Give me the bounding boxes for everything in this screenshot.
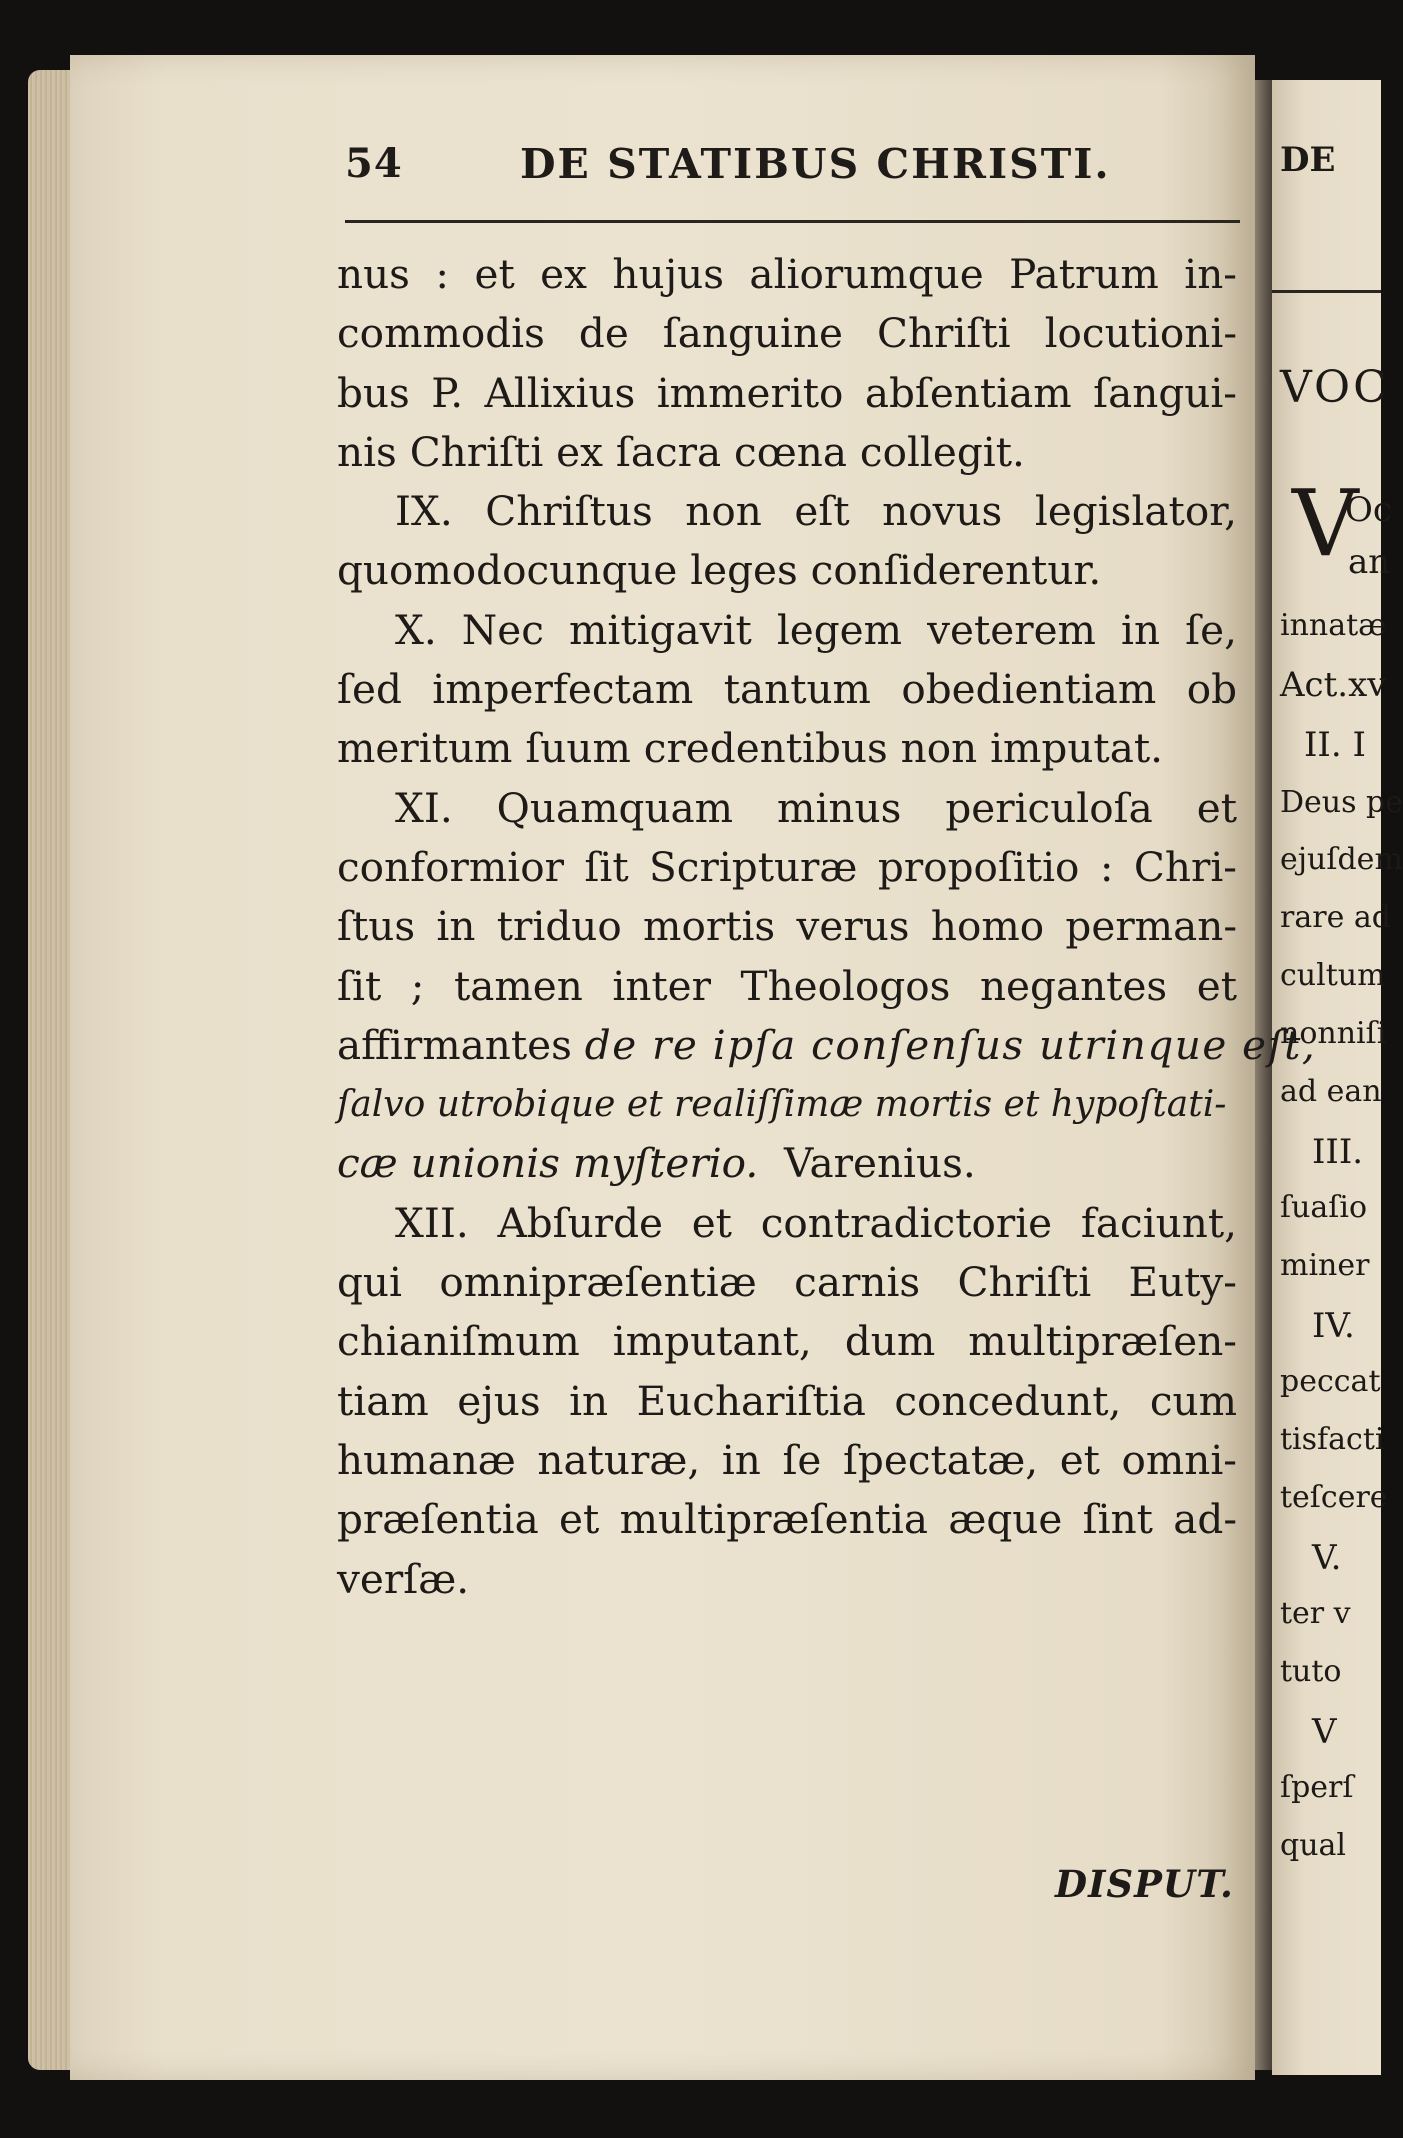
author-name: Varenius. — [783, 1139, 976, 1188]
body-text — [337, 245, 1317, 1609]
right-fragment: V — [1312, 1712, 1337, 1752]
right-fragment: nonniſi — [1280, 1016, 1387, 1051]
text-line: ſtus in triduo mortis verus homo perman- — [337, 902, 1237, 951]
text-line: quomodocunque leges conſiderentur. — [337, 546, 1102, 595]
right-fragment: Act.xv — [1280, 665, 1387, 705]
italic-fragment: de re ipſa conſenſus utrinque eſt, — [584, 1020, 1317, 1069]
italic-fragment: cæ unionis myſterio. — [337, 1139, 759, 1188]
text-fragment: affirmantes — [337, 1020, 572, 1069]
right-fragment: V — [1292, 470, 1359, 577]
right-fragment: rare ad — [1280, 900, 1391, 935]
right-fragment: Oc — [1345, 490, 1392, 530]
running-title: DE STATIBUS CHRISTI. — [520, 140, 1111, 188]
text-line: præſentia et multipræſentia æque ſint ad- — [337, 1495, 1237, 1544]
text-line: tiam ejus in Euchariſtia concedunt, cum — [337, 1376, 1237, 1425]
right-fragment: an — [1348, 542, 1391, 582]
text-line: nus : et ex hujus aliorumque Patrum in- — [337, 250, 1237, 298]
text-line: XII. Abſurde et contradictorie faciunt, — [395, 1198, 1237, 1247]
right-fragment: tuto — [1280, 1654, 1342, 1689]
text-line: qui omnipræſentiæ carnis Chriſti Euty- — [337, 1258, 1237, 1307]
text-line — [337, 1134, 1237, 1193]
text-line: nis Chriſti ex ſacra cœna collegit. — [337, 427, 1025, 476]
text-line: X. Nec mitigavit legem veterem in ſe, — [395, 605, 1237, 654]
text-line: ſit ; tamen inter Theologos negantes et — [337, 961, 1237, 1010]
text-line: commodis de ſanguine Chriſti locutioni- — [337, 309, 1237, 358]
text-line: meritum ſuum credentibus non imputat. — [337, 724, 1163, 773]
right-fragment: III. — [1312, 1132, 1364, 1172]
right-fragment: ter v — [1280, 1596, 1351, 1631]
right-fragment: cultum — [1280, 958, 1386, 993]
right-fragment: ſperſ — [1280, 1770, 1354, 1805]
right-fragment: ſuaſio — [1280, 1190, 1368, 1225]
text-line: conformior ſit Scripturæ propoſitio : Chri- — [337, 842, 1237, 891]
right-fragment: IV. — [1312, 1306, 1355, 1346]
header-rule — [345, 220, 1240, 223]
text-line: XI. Quamquam minus periculoſa et — [395, 783, 1237, 832]
right-fragment: peccat — [1280, 1364, 1381, 1399]
right-fragment: teſcere — [1280, 1480, 1388, 1515]
right-fragment: ad ean — [1280, 1074, 1382, 1109]
text-line: verſæ. — [337, 1554, 470, 1603]
right-fragment: Deus pe — [1280, 785, 1403, 820]
right-fragment: II. I — [1304, 725, 1366, 765]
text-line: ſalvo utrobique et realiſſimæ mortis et hypoſtati- — [337, 1084, 1227, 1126]
text-line: bus P. Allixius immerito abſentiam ſangui- — [337, 368, 1237, 417]
right-fragment: tisfacti — [1280, 1422, 1385, 1457]
right-fragment: V. — [1312, 1538, 1342, 1578]
right-header-rule — [1272, 290, 1381, 293]
right-page — [1272, 80, 1403, 2075]
text-line: IX. Chriſtus non eſt novus legislator, — [395, 487, 1237, 536]
right-fragment: innatæ — [1280, 608, 1387, 643]
right-fragment: miner — [1280, 1248, 1370, 1283]
page-header — [345, 140, 1245, 200]
text-line: humanæ naturæ, in ſe ſpectatæ, et omni- — [337, 1435, 1237, 1484]
right-fragment: qual — [1280, 1828, 1347, 1863]
right-fragment: DE — [1280, 140, 1336, 180]
catchword: DISPUT. — [1055, 1862, 1234, 1906]
text-line: ſed imperfectam tantum obedientiam ob — [337, 665, 1237, 714]
page-number: 54 — [345, 140, 403, 187]
right-fragment: ejuſdem — [1280, 842, 1403, 877]
right-fragment: VOC — [1280, 362, 1390, 413]
text-line: chianiſmum imputant, dum multipræſen- — [337, 1317, 1237, 1366]
text-line — [337, 1016, 1317, 1075]
